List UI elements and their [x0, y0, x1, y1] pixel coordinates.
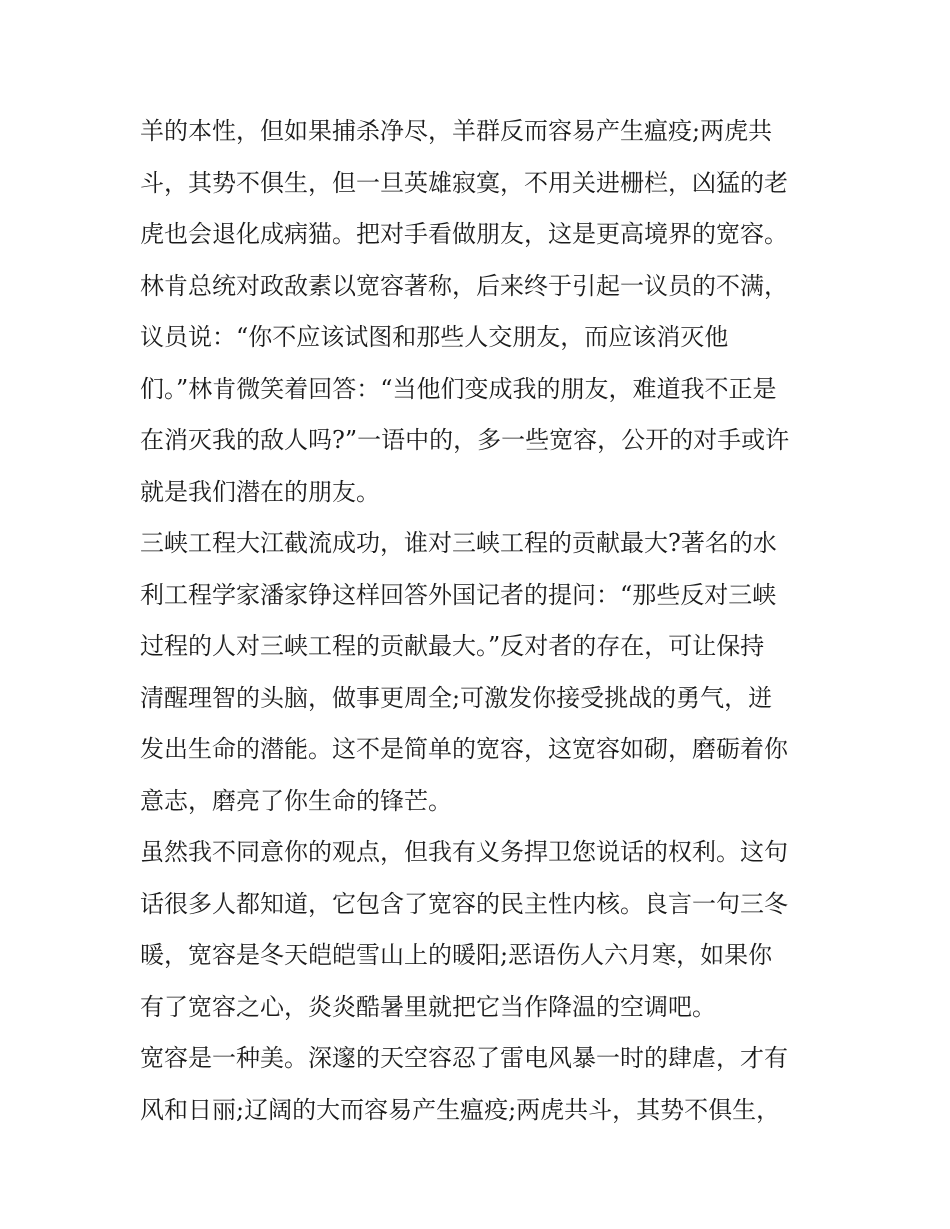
text-line: 三峡工程大江截流成功，谁对三峡工程的贡献最大?著名的水 [140, 529, 777, 557]
text-line: 清醒理智的头脑，做事更周全;可激发你接受挑战的勇气，迸 [140, 683, 773, 712]
text-line: 宽容是一种美。深邃的天空容忍了雷电风暴一时的肆虐，才有 [140, 1044, 788, 1072]
text-line: 有了宽容之心，炎炎酷暑里就把它当作降温的空调吧。 [140, 992, 716, 1021]
text-line: 林肯总统对政敌素以宽容著称，后来终于引起一议员的不满， [140, 271, 788, 300]
text-line: 过程的人对三峡工程的贡献最大。”反对者的存在，可让保持 [140, 632, 765, 660]
document-body [140, 106, 820, 1136]
text-line: 意志，磨亮了你生命的锋芒。 [140, 786, 452, 815]
text-line: 羊的本性，但如果捕杀净尽，羊群反而容易产生瘟疫;两虎共 [140, 117, 773, 145]
text-line: 议员说：“你不应该试图和那些人交朋友，而应该消灭他 [140, 323, 729, 351]
text-line: 发出生命的潜能。这不是简单的宽容，这宽容如砌，磨砺着你 [140, 735, 788, 763]
text-line: 斗，其势不俱生，但一旦英雄寂寞，不用关进栅栏，凶猛的老 [140, 168, 788, 197]
text-line: 们。”林肯微笑着回答：“当他们变成我的朋友，难道我不正是 [140, 374, 777, 403]
text-line: 就是我们潜在的朋友。 [140, 477, 380, 506]
text-line: 风和日丽;辽阔的大而容易产生瘟疫;两虎共斗，其势不俱生， [140, 1095, 781, 1124]
text-line: 在消灭我的敌人吗?”一语中的，多一些宽容，公开的对手或许 [140, 426, 790, 454]
text-line: 暖，宽容是冬天皑皑雪山上的暖阳;恶语伤人六月寒，如果你 [140, 941, 773, 969]
text-line: 虽然我不同意你的观点，但我有义务捍卫您说话的权利。这句 [140, 838, 788, 866]
text-line: 虎也会退化成病猫。把对手看做朋友，这是更高境界的宽容。 [140, 220, 788, 248]
text-line: 话很多人都知道，它包含了宽容的民主性内核。良言一句三冬 [140, 889, 788, 918]
text-line: 利工程学家潘家铮这样回答外国记者的提问：“那些反对三峡 [140, 580, 777, 609]
